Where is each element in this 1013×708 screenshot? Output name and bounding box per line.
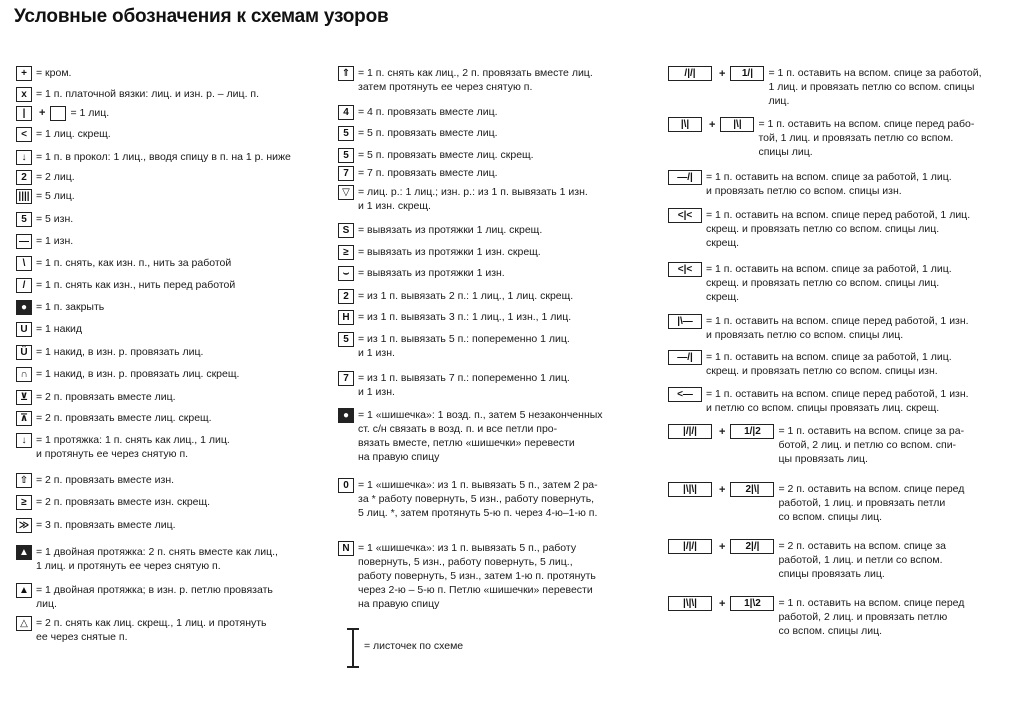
cable-legend-entry bbox=[668, 314, 969, 342]
stitch-symbol-icon: | bbox=[16, 106, 32, 121]
legend-entry bbox=[16, 170, 75, 185]
legend-entry bbox=[16, 212, 73, 227]
stitch-symbol-icon: ⇑ bbox=[338, 66, 354, 81]
legend-text: = 1 «шишечка»: 1 возд. п., затем 5 незаконченных ст. с/н связать в возд. п. и все петли про- вязать вместе, петлю «шишечки» перевести на правую спицу bbox=[358, 409, 603, 463]
legend-text: = 1 п. в прокол: 1 лиц., вводя спицу в п. на 1 р. ниже bbox=[36, 151, 291, 163]
plus-sign: + bbox=[39, 107, 46, 119]
cable-symbol-icon: 1/|2 bbox=[730, 424, 774, 439]
cable-legend-entry bbox=[668, 387, 969, 415]
legend-entry bbox=[16, 345, 203, 360]
legend-entry bbox=[338, 541, 596, 611]
legend-entry bbox=[338, 223, 542, 238]
legend-entry bbox=[338, 478, 598, 520]
legend-text: = 1 лиц. bbox=[70, 107, 110, 119]
stitch-symbol-icon: — bbox=[16, 234, 32, 249]
stitch-symbol-icon: Ü bbox=[16, 345, 32, 360]
legend-entry bbox=[16, 616, 267, 644]
legend-text: = из 1 п. вывязать 2 п.: 1 лиц., 1 лиц. скрещ. bbox=[358, 290, 574, 302]
stitch-symbol-icon: ↓ bbox=[16, 433, 32, 448]
stitch-symbol-icon: |||| bbox=[16, 189, 32, 204]
legend-text: = 2 п. провязать вместе изн. bbox=[36, 474, 175, 486]
legend-entry bbox=[338, 105, 498, 120]
cable-symbol-icon: —/| bbox=[668, 170, 702, 185]
legend-text: = кром. bbox=[36, 67, 72, 79]
legend-text: = 1 двойная протяжка: 2 п. снять вместе как лиц., 1 лиц. и протянуть ее через снятую п. bbox=[36, 546, 278, 572]
page-title: Условные обозначения к схемам узоров bbox=[14, 6, 389, 27]
legend-entry bbox=[16, 473, 174, 488]
stitch-symbol-icon: ⊻ bbox=[16, 390, 32, 405]
stitch-symbol-icon: 5 bbox=[338, 126, 354, 141]
stitch-symbol-icon: 4 bbox=[338, 105, 354, 120]
stitch-symbol-icon: < bbox=[16, 127, 32, 142]
legend-entry bbox=[16, 495, 210, 510]
legend-text: = 1 накид bbox=[36, 323, 83, 335]
stitch-symbol-icon: 7 bbox=[338, 166, 354, 181]
legend-text: = 1 п. платочной вязки: лиц. и изн. р. – лиц. п. bbox=[36, 88, 260, 100]
plus-sign: + bbox=[719, 425, 726, 438]
cable-legend-entry bbox=[668, 596, 964, 638]
legend-entry bbox=[338, 66, 593, 94]
legend-entry bbox=[338, 185, 588, 213]
legend-text: = 1 п. оставить на вспом. спице перед работой, 1 изн. и провязать петлю со вспом. спицы лиц. bbox=[706, 315, 969, 341]
cable-symbol-icon: <|< bbox=[668, 262, 702, 277]
legend-text: = 1 п. оставить на вспом. спице за работой, 1 лиц. и провязать петлю со вспом. спицы изн. bbox=[706, 171, 952, 197]
legend-text: = 3 п. провязать вместе лиц. bbox=[36, 519, 176, 531]
plus-sign: + bbox=[719, 483, 726, 496]
legend-text: = 1 п. снять как изн., нить перед работой bbox=[36, 279, 236, 291]
cable-symbol-icon: |\|\| bbox=[668, 482, 712, 497]
stitch-symbol-icon: + bbox=[16, 66, 32, 81]
legend-text: = 1 п. оставить на вспом. спице перед работой, 2 лиц. и провязать петлю со вспом. спицы лиц. bbox=[778, 597, 965, 637]
cable-symbol-icon: 2|/| bbox=[730, 539, 774, 554]
legend-text: = вывязать из протяжки 1 изн. bbox=[358, 267, 505, 279]
legend-entry bbox=[16, 234, 73, 249]
stitch-symbol-icon: ● bbox=[16, 300, 32, 315]
stitch-symbol-icon: \ bbox=[16, 256, 32, 271]
legend-text: = 1 п. оставить на вспом. спице за работой, 1 лиц. скрещ. и провязать петлю со вспом. спицы изн. bbox=[706, 351, 952, 377]
legend-entry bbox=[16, 87, 259, 102]
stitch-symbol-icon: ⌣ bbox=[338, 266, 354, 281]
legend-entry bbox=[16, 106, 109, 121]
legend-text: = из 1 п. вывязать 7 п.: попеременно 1 лиц. и 1 изн. bbox=[358, 372, 570, 398]
legend-entry bbox=[16, 322, 82, 337]
plus-sign: + bbox=[719, 597, 726, 610]
legend-entry bbox=[16, 583, 273, 611]
legend-text: = 2 лиц. bbox=[36, 171, 75, 183]
cable-legend-entry bbox=[668, 208, 970, 250]
cable-symbol-icon: 1|\2 bbox=[730, 596, 774, 611]
legend-entry bbox=[338, 310, 571, 325]
legend-entry bbox=[16, 545, 278, 573]
legend-entry bbox=[338, 245, 541, 260]
legend-entry bbox=[16, 189, 75, 204]
legend-text: = 1 лиц. скрещ. bbox=[36, 128, 111, 140]
cable-symbol-icon: |\| bbox=[720, 117, 754, 132]
legend-text: = 1 двойная протяжка; в изн. р. петлю провязать лиц. bbox=[36, 584, 273, 610]
cable-legend-entry bbox=[668, 424, 964, 466]
legend-text: = 1 протяжка: 1 п. снять как лиц., 1 лиц. и протянуть ее через снятую п. bbox=[36, 434, 230, 460]
legend-text: = 7 п. провязать вместе лиц. bbox=[358, 167, 498, 179]
cable-legend-entry bbox=[668, 262, 952, 304]
stitch-symbol-icon: 2 bbox=[338, 289, 354, 304]
legend-text: = 1 накид, в изн. р. провязать лиц. скрещ. bbox=[36, 368, 240, 380]
stitch-symbol-icon: ⇧ bbox=[16, 473, 32, 488]
legend-text: = 1 п. оставить на вспом. спице за работой, 1 лиц. скрещ. и провязать петлю со вспом. спицы лиц. скрещ. bbox=[706, 263, 952, 303]
legend-entry bbox=[338, 126, 498, 141]
legend-text: = 1 изн. bbox=[36, 235, 74, 247]
legend-text: = вывязать из протяжки 1 изн. скрещ. bbox=[358, 246, 541, 258]
legend-entry bbox=[338, 289, 573, 304]
stitch-symbol-icon: 0 bbox=[338, 478, 354, 493]
legend-text: = 1 п. оставить на вспом. спице перед работой, 1 лиц. скрещ. и провязать петлю со вспом. спицы лиц. скрещ. bbox=[706, 209, 971, 249]
legend-text: = 5 изн. bbox=[36, 213, 74, 225]
legend-text: = вывязать из протяжки 1 лиц. скрещ. bbox=[358, 224, 543, 236]
legend-text: = 1 п. закрыть bbox=[36, 301, 105, 313]
cable-legend-entry bbox=[668, 66, 982, 108]
legend-entry bbox=[16, 150, 291, 165]
legend-text: = 5 п. провязать вместе лиц. скрещ. bbox=[358, 149, 534, 161]
stitch-symbol-icon: 7 bbox=[338, 371, 354, 386]
cable-symbol-icon: |\|\| bbox=[668, 596, 712, 611]
legend-entry bbox=[16, 66, 71, 81]
legend-entry bbox=[16, 411, 212, 426]
stitch-symbol-icon: ↓ bbox=[16, 150, 32, 165]
legend-entry bbox=[16, 390, 176, 405]
stitch-symbol-icon: △ bbox=[16, 616, 32, 631]
legend-entry bbox=[338, 371, 570, 399]
stitch-symbol-icon: ⊼ bbox=[16, 411, 32, 426]
legend-entry bbox=[338, 148, 534, 163]
legend-entry bbox=[338, 408, 603, 464]
legend-text: = из 1 п. вывязать 3 п.: 1 лиц., 1 изн., 1 лиц. bbox=[358, 311, 572, 323]
legend-text: = 2 п. оставить на вспом. спице перед работой, 1 лиц. и провязать петли со вспом. спицы лиц. bbox=[778, 483, 965, 523]
cable-symbol-icon: <|< bbox=[668, 208, 702, 223]
stitch-symbol-icon: ≫ bbox=[16, 518, 32, 533]
cable-symbol-icon: —/| bbox=[668, 350, 702, 365]
leaf-symbol-icon bbox=[347, 628, 359, 668]
cable-symbol-icon: 1/| bbox=[730, 66, 764, 81]
legend-text: = 1 п. оставить на вспом. спице за работой, 1 лиц. и провязать петлю со вспом. спицы лиц. bbox=[768, 67, 982, 107]
legend-entry bbox=[16, 127, 111, 142]
legend-text: = лиц. р.: 1 лиц.; изн. р.: из 1 п. вывязать 1 изн. и 1 изн. скрещ. bbox=[358, 186, 588, 212]
legend-entry bbox=[16, 518, 176, 533]
plus-sign: + bbox=[719, 540, 726, 553]
cable-legend-entry bbox=[668, 117, 974, 159]
legend-text: = 1 «шишечка»: из 1 п. вывязать 5 п., затем 2 ра- за * работу повернуть, 5 изн., работу повернуть, 5 лиц. *, затем протянуть 5-ю п. через 4-ю–1-ю п. bbox=[358, 479, 598, 519]
stitch-symbol-icon: U bbox=[16, 322, 32, 337]
legend-entry bbox=[338, 166, 498, 181]
stitch-symbol-icon: 5 bbox=[338, 148, 354, 163]
legend-text: = 1 п. снять, как изн. п., нить за работой bbox=[36, 257, 232, 269]
cable-legend-entry bbox=[668, 482, 964, 524]
stitch-symbol-icon: N bbox=[338, 541, 354, 556]
legend-entry bbox=[16, 367, 239, 382]
stitch-symbol-icon: ≥ bbox=[16, 495, 32, 510]
legend-text: = 1 п. снять как лиц., 2 п. провязать вместе лиц. затем протянуть ее через снятую п. bbox=[358, 67, 593, 93]
stitch-symbol-icon: 5 bbox=[16, 212, 32, 227]
stitch-symbol-icon: / bbox=[16, 278, 32, 293]
stitch-symbol-icon: ▽ bbox=[338, 185, 354, 200]
legend-text: = 2 п. провязать вместе изн. скрещ. bbox=[36, 496, 211, 508]
legend-entry bbox=[16, 433, 230, 461]
cable-symbol-icon: |\| bbox=[668, 117, 702, 132]
stitch-symbol-icon: ▲ bbox=[16, 545, 32, 560]
stitch-symbol-icon: ▲ bbox=[16, 583, 32, 598]
legend-text: = 2 п. провязать вместе лиц. скрещ. bbox=[36, 412, 212, 424]
cable-symbol-icon: |\— bbox=[668, 314, 702, 329]
plus-sign: + bbox=[709, 118, 716, 131]
stitch-symbol-icon: 2 bbox=[16, 170, 32, 185]
legend-entry bbox=[16, 300, 104, 315]
legend-text: = 1 «шишечка»: из 1 п. вывязать 5 п., работу повернуть, 5 изн., работу повернуть, 5 лиц., работу повернуть, 5 изн., затем 1-ю п. протянуть через 2-ю – 5-ю п. Петлю «шишечки» перевести на правую спицу bbox=[358, 542, 596, 610]
legend-entry bbox=[338, 332, 570, 360]
plus-sign: + bbox=[719, 67, 726, 80]
legend-text: = 1 накид, в изн. р. провязать лиц. bbox=[36, 346, 204, 358]
legend-text: = из 1 п. вывязать 5 п.: попеременно 1 лиц. и 1 изн. bbox=[358, 333, 570, 359]
cable-legend-entry bbox=[668, 170, 952, 198]
cable-symbol-icon: |/|/| bbox=[668, 424, 712, 439]
legend-text: = 2 п. оставить на вспом. спице за работой, 1 лиц. и петли со вспом. спицы провязать лиц. bbox=[778, 540, 946, 580]
legend-text: = 2 п. провязать вместе лиц. bbox=[36, 391, 176, 403]
cable-legend-entry bbox=[668, 350, 952, 378]
legend-text: = 1 п. оставить на вспом. спице перед рабо- той, 1 лиц. и провязать петлю со вспом. спицы лиц. bbox=[758, 118, 975, 158]
cable-legend-entry bbox=[668, 539, 946, 581]
legend-text: = 5 лиц. bbox=[36, 190, 75, 202]
cable-symbol-icon: |/|/| bbox=[668, 539, 712, 554]
legend-entry bbox=[16, 256, 231, 271]
stitch-symbol-icon: S bbox=[338, 223, 354, 238]
leaf-label: = листочек по схеме bbox=[364, 640, 464, 652]
legend-text: = 2 п. снять как лиц. скрещ., 1 лиц. и протянуть ее через снятые п. bbox=[36, 617, 267, 643]
stitch-symbol-icon: 5 bbox=[338, 332, 354, 347]
stitch-symbol-icon: ∩ bbox=[16, 367, 32, 382]
stitch-symbol-icon bbox=[50, 106, 66, 121]
cable-symbol-icon: 2|\| bbox=[730, 482, 774, 497]
legend-text: = 1 п. оставить на вспом. спице перед работой, 1 изн. и петлю со вспом. спицы провязать лиц. скрещ. bbox=[706, 388, 969, 414]
stitch-symbol-icon: ≥ bbox=[338, 245, 354, 260]
cable-symbol-icon: <— bbox=[668, 387, 702, 402]
cable-symbol-icon: /|/| bbox=[668, 66, 712, 81]
legend-text: = 5 п. провязать вместе лиц. bbox=[358, 127, 498, 139]
stitch-symbol-icon: H bbox=[338, 310, 354, 325]
legend-entry bbox=[16, 278, 235, 293]
stitch-symbol-icon: ● bbox=[338, 408, 354, 423]
legend-text: = 4 п. провязать вместе лиц. bbox=[358, 106, 498, 118]
legend-text: = 1 п. оставить на вспом. спице за ра- ботой, 2 лиц. и петлю со вспом. спи- цы провязать лиц. bbox=[778, 425, 965, 465]
stitch-symbol-icon: x bbox=[16, 87, 32, 102]
legend-entry bbox=[338, 266, 505, 281]
